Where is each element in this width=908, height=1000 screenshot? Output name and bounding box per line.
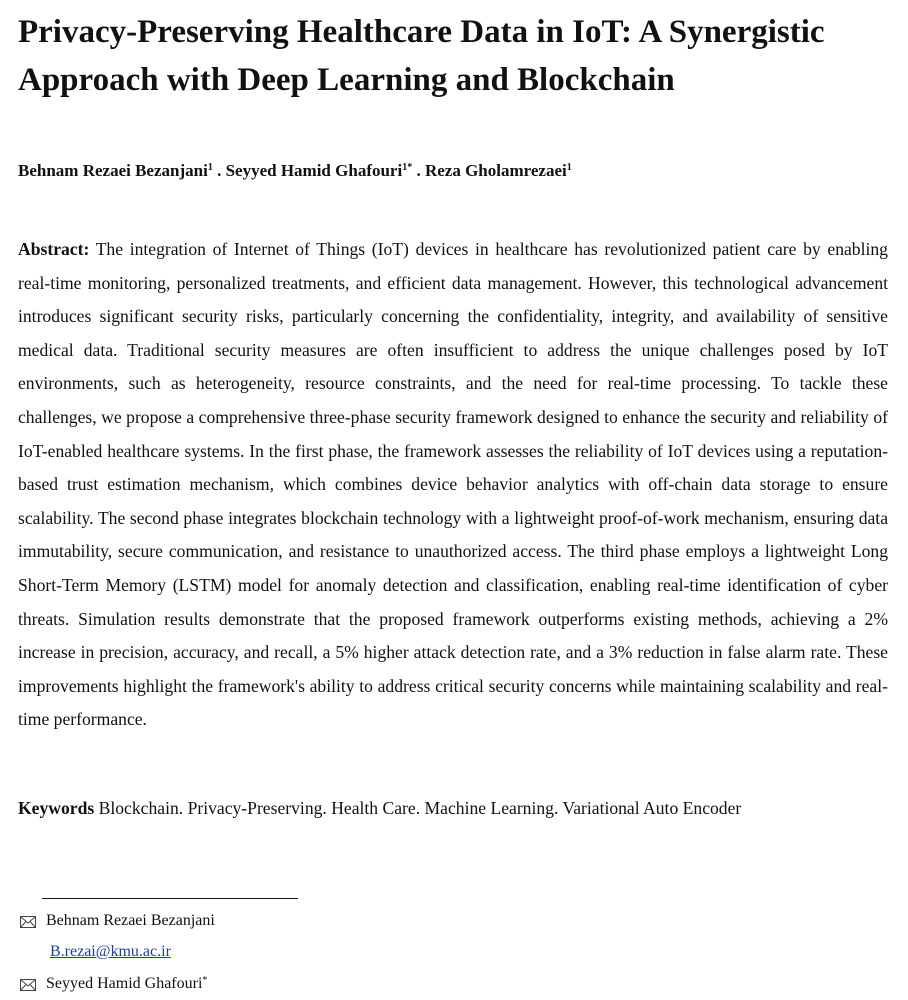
keywords — [18, 794, 898, 822]
author-affiliation: 1 — [566, 162, 572, 173]
corresponding-author-mark: * — [202, 975, 208, 986]
abstract-label: Abstract: — [18, 239, 90, 259]
footnote-divider — [42, 898, 298, 899]
author-email-link[interactable]: B.rezai@kmu.ac.ir — [50, 943, 171, 960]
author-separator: . — [212, 161, 226, 180]
author-name: Behnam Rezaei Bezanjani — [18, 161, 208, 180]
abstract-text: The integration of Internet of Things (IoT) devices in healthcare has revolutionized patient care by enabling real-time monitoring, personalized treatments, and efficient data management. However, this technological advancement introduces significant security risks, particularly concerning the confidentiality, integrity, and availability of sensitive medical data. Traditional security measures are often insufficient to address the unique challenges posed by IoT environments, such as heterogeneity, resource constraints, and the need for real-time processing. To tackle these challenges, we propose a comprehensive three-phase security framework designed to enhance the security and reliability of IoT-enabled healthcare systems. In the first phase, the framework assesses the reliability of IoT devices using a reputation-based trust estimation mechanism, which combines device behavior analytics with off-chain data storage to ensure scalability. The second phase integrates blockchain technology with a lightweight proof-of-work mechanism, ensuring data immutability, secure communication, and resistance to unauthorized access. The third phase employs a lightweight Long Short-Term Memory (LSTM) model for anomaly detection and classification, enabling real-time identification of cyber threats. Simulation results demonstrate that the proposed framework outperforms existing methods, achieving a 2% increase in precision, accuracy, and recall, a 5% higher attack detection rate, and a 3% reduction in false alarm rate. These improvements highlight the framework's ability to address critical security concerns while maintaining scalability and real-time performance. — [18, 239, 888, 730]
keywords-label: Keywords — [18, 798, 95, 818]
footnote-author-name: Behnam Rezaei Bezanjani — [46, 912, 215, 929]
author-name: Reza Gholamrezaei — [424, 161, 567, 180]
author-name: Seyyed Hamid Ghafouri — [225, 161, 403, 180]
envelope-icon — [20, 913, 36, 925]
envelope-icon — [20, 976, 36, 988]
footnote-author-1 — [20, 910, 215, 932]
author-affiliation: 1* — [402, 162, 413, 173]
abstract — [18, 233, 888, 737]
author-separator: . — [412, 161, 425, 180]
author-list — [18, 159, 898, 183]
author-affiliation: 1 — [207, 162, 213, 173]
footnote-author-2 — [20, 973, 207, 995]
footnote-author-name: Seyyed Hamid Ghafouri — [46, 975, 203, 992]
paper-title: Privacy-Preserving Healthcare Data in IoT: A Synergistic Approach with Deep Learning and Blockchain — [18, 14, 825, 98]
footnote-email-line — [50, 941, 171, 963]
keywords-text: Blockchain. Privacy-Preserving. Health Care. Machine Learning. Variational Auto Encoder — [98, 798, 742, 818]
